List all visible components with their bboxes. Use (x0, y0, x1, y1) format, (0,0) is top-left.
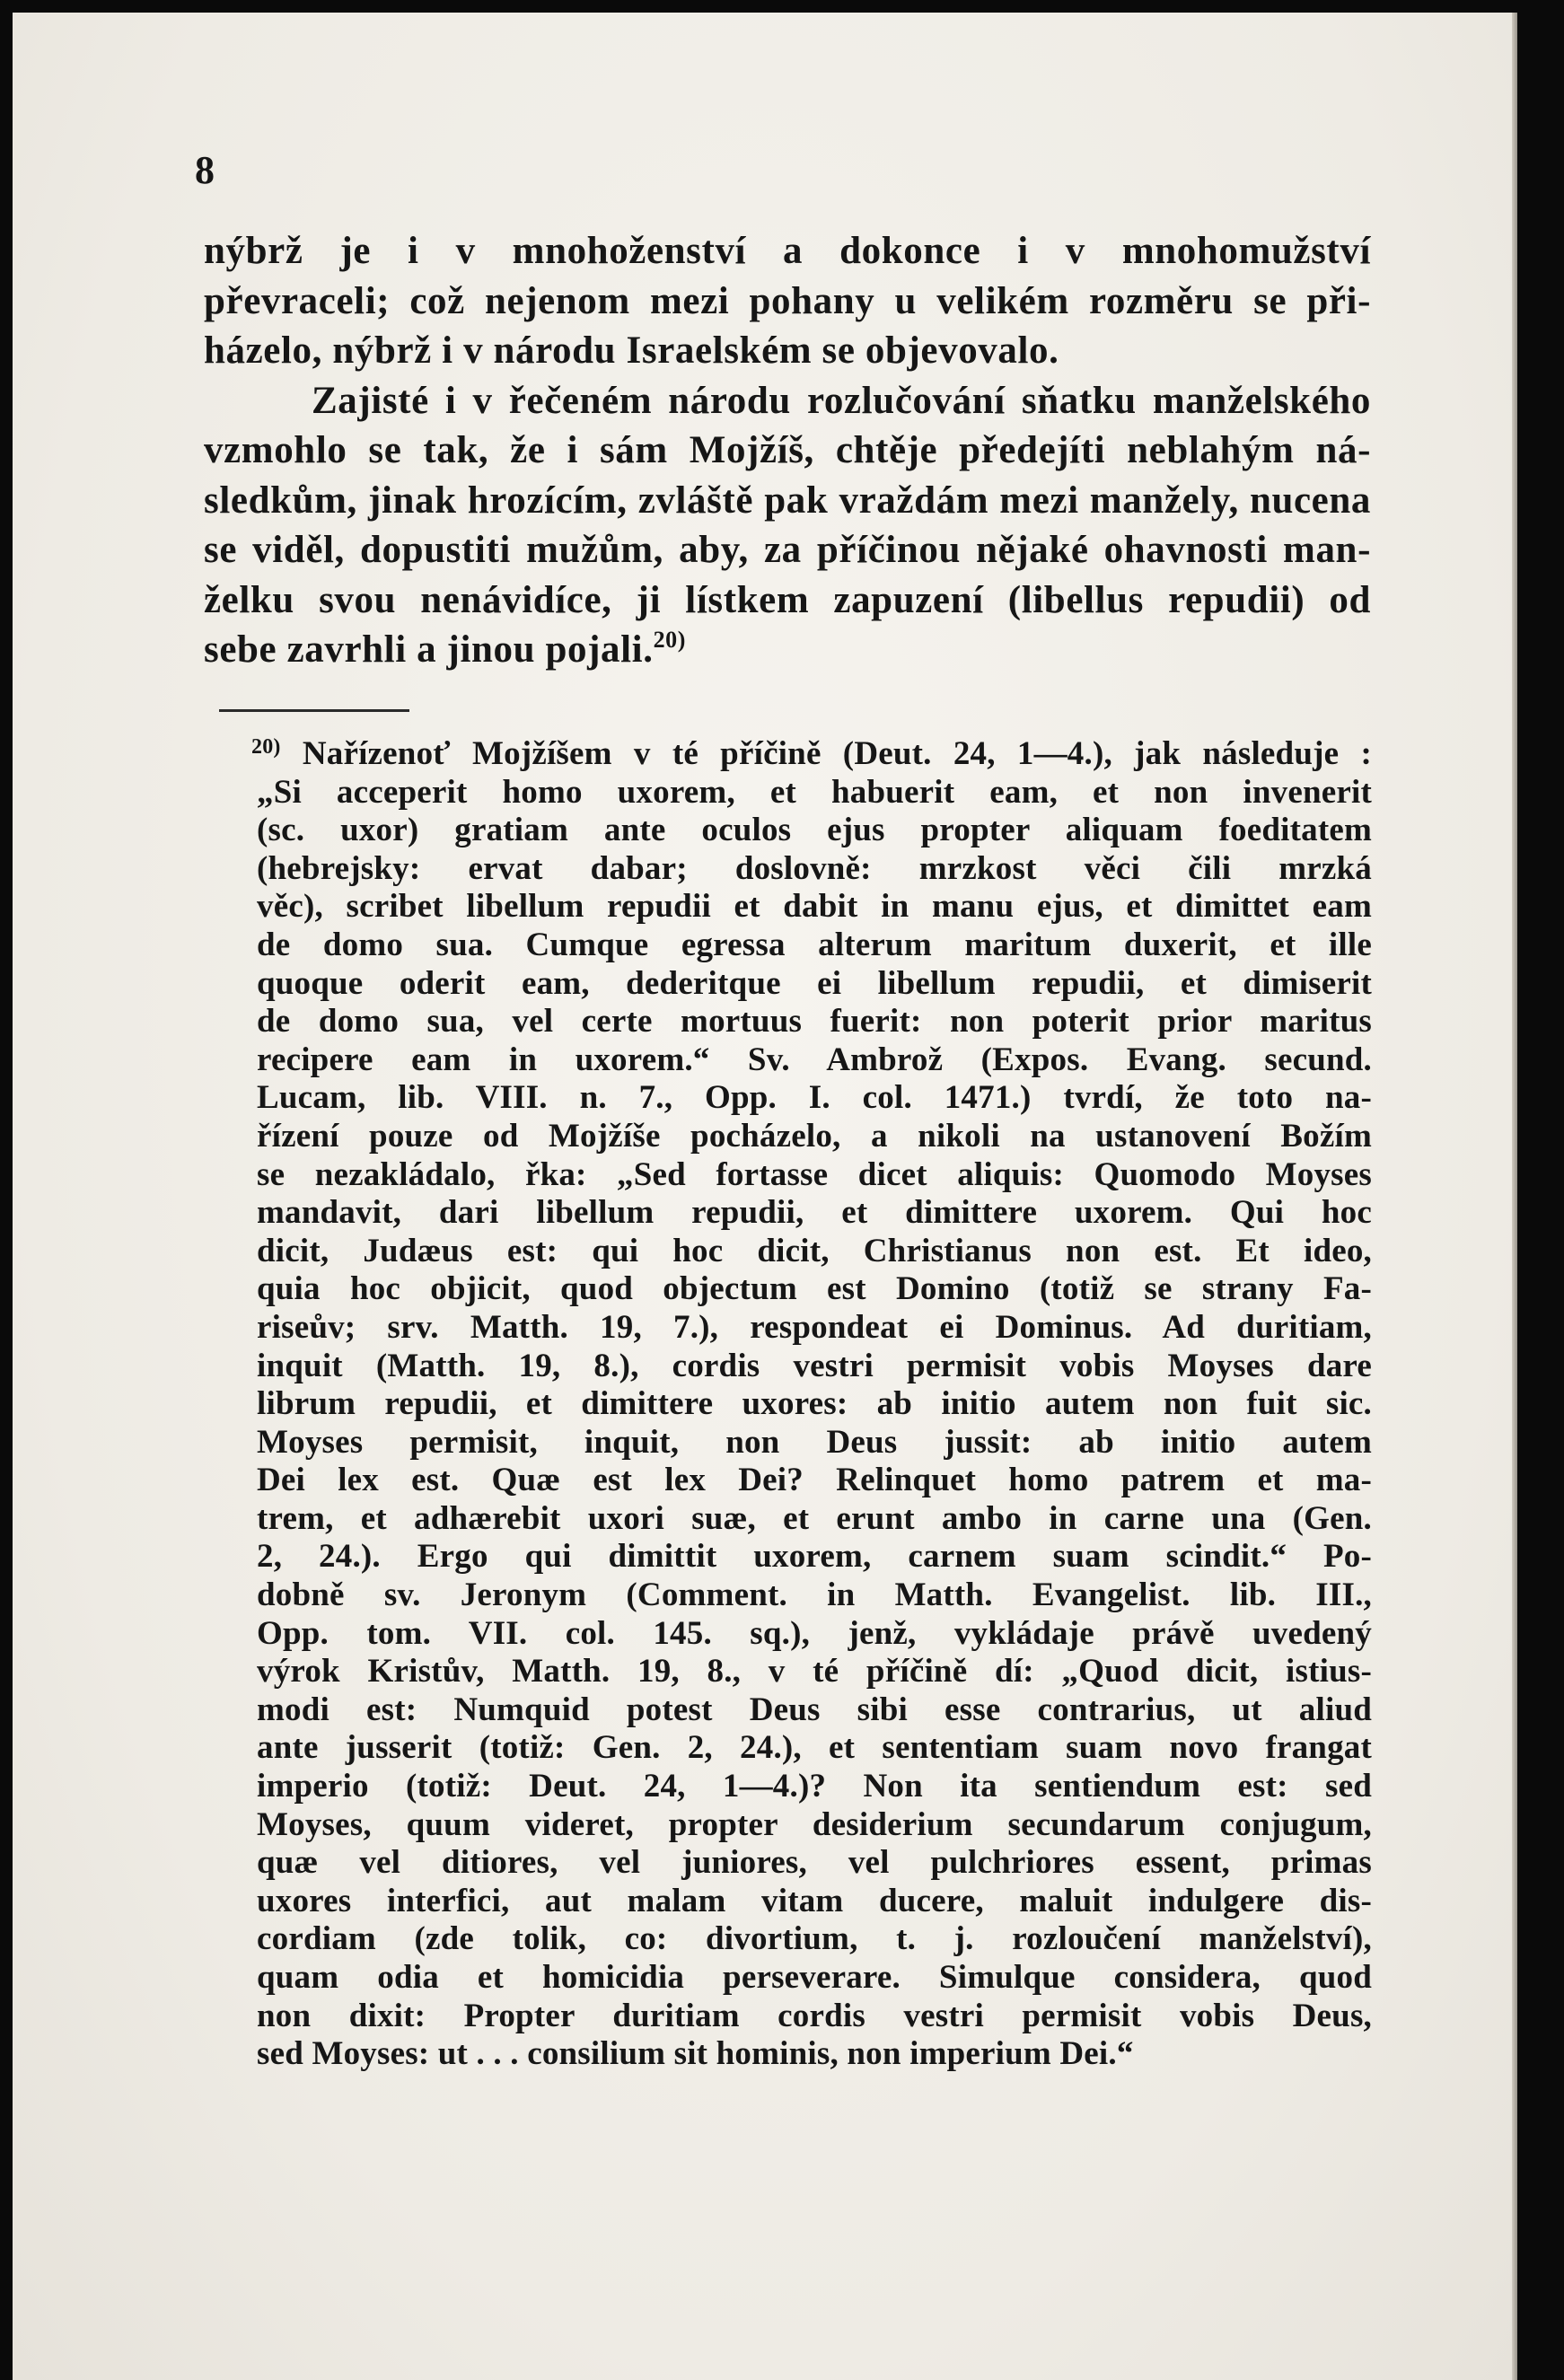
footnote-line: uxores interfici, aut malam vitam ducere, maluit indulgere dis- (257, 1882, 1372, 1919)
footnote-line: Opp. tom. VII. col. 145. sq.), jenž, vykládaje právě uvedený (257, 1614, 1372, 1652)
footnote-line: dicit, Judæus est: qui hoc dicit, Christianus non est. Et ideo, (257, 1232, 1372, 1269)
footnote-line: quoque oderit eam, dederitque ei libellum repudii, et dimiserit (257, 964, 1372, 1002)
footnote-marker: 20) (251, 735, 281, 759)
footnote-line: „Si acceperit homo uxorem, et habuerit eam, et non invenerit (257, 773, 1372, 811)
footnote-line: 2, 24.). Ergo qui dimittit uxorem, carnem suam scindit.“ Po- (257, 1538, 1372, 1576)
footnote-line: Moyses, quum videret, propter desiderium secundarum conjugum, (257, 1805, 1372, 1843)
body-line: sledkům, jinak hrozícím, zvláště pak vraždám mezi manžely, nucena (204, 479, 1371, 522)
footnote-line: věc), scribet libellum repudii et dabit in manu ejus, et dimittet eam (257, 888, 1372, 926)
footnote-line: řízení pouze od Mojžíše pocházelo, a nikoli na ustanovení Božím (257, 1117, 1372, 1155)
footnote-line: (hebrejsky: ervat dabar; doslovně: mrzkost věci čili mrzká (257, 849, 1372, 887)
footnote-line: recipere eam in uxorem.“ Sv. Ambrož (Expos. Evang. secund. (257, 1041, 1372, 1078)
body-line-last (204, 625, 1371, 675)
footnote-line: Moyses permisit, inquit, non Deus jussit: ab initio autem (257, 1423, 1372, 1461)
footnote-line: výrok Kristův, Matth. 19, 8., v té příčině dí: „Quod dicit, istius- (257, 1653, 1372, 1691)
body-line: se viděl, dopustiti mužům, aby, za příčinou nějaké ohavnosti man- (204, 529, 1371, 571)
footnote-line: librum repudii, et dimittere uxores: ab initio autem non fuit sic. (257, 1385, 1372, 1423)
body-line: nýbrž je i v mnohoženství a dokonce i v mnohomužství (204, 230, 1371, 272)
footnote-separator (219, 709, 409, 712)
footnote-line: cordiam (zde tolik, co: divortium, t. j. rozloučení manželství), (257, 1920, 1372, 1958)
footnote-line: imperio (totiž: Deut. 24, 1—4.)? Non ita sentiendum est: sed (257, 1768, 1372, 1805)
body-line: Zajisté i v řečeném národu rozlučování sňatku manželského (312, 379, 1371, 422)
footnote-line: mandavit, dari libellum repudii, et dimittere uxorem. Qui hoc (257, 1194, 1372, 1232)
body-line: převraceli; což nejenom mezi pohany u velikém rozměru se při- (204, 279, 1371, 322)
body-line: házelo, nýbrž i v národu Israelském se objevovalo. (204, 329, 1059, 372)
footnote-reference: 20) (653, 627, 687, 653)
footnote (251, 735, 1373, 2074)
footnote-line: se nezakládalo, řka: „Sed fortasse dicet aliquis: Quomodo Moyses (257, 1155, 1372, 1193)
footnote-line: trem, et adhærebit uxori suæ, et erunt ambo in carne una (Gen. (257, 1499, 1372, 1537)
footnote-line: quia hoc objicit, quod objectum est Domino (totiž se strany Fa- (257, 1270, 1372, 1308)
footnote-line: dobně sv. Jeronym (Comment. in Matth. Evangelist. lib. III., (257, 1576, 1372, 1614)
footnote-line: de domo sua. Cumque egressa alterum maritum duxerit, et ille (257, 926, 1372, 963)
footnote-line: quæ vel ditiores, vel juniores, vel pulchriores essent, primas (257, 1844, 1372, 1882)
footnote-line: riseův; srv. Matth. 19, 7.), respondeat ei Dominus. Ad duritiam, (257, 1308, 1372, 1346)
footnote-line: de domo sua, vel certe mortuus fuerit: non poterit prior maritus (257, 1003, 1372, 1041)
main-text (204, 226, 1371, 675)
footnote-line: inquit (Matth. 19, 8.), cordis vestri permisit vobis Moyses dare (257, 1347, 1372, 1384)
footnote-line: sed Moyses: ut . . . consilium sit hominis, non imperium Dei.“ (257, 2035, 1134, 2073)
footnote-line: Lucam, lib. VIII. n. 7., Opp. I. col. 1471.) tvrdí, že toto na- (257, 1079, 1372, 1117)
footnote-line: ante jusserit (totiž: Gen. 2, 24.), et sententiam suam novo frangat (257, 1729, 1372, 1767)
body-line: vzmohlo se tak, že i sám Mojžíš, chtěje předejíti neblahým ná- (204, 429, 1371, 471)
footnote-line: (sc. uxor) gratiam ante oculos ejus propter aliquam foeditatem (257, 812, 1372, 849)
book-page (13, 13, 1517, 2380)
footnote-line: non dixit: Propter duritiam cordis vestri permisit vobis Deus, (257, 1997, 1372, 2034)
footnote-line: modi est: Numquid potest Deus sibi esse contrarius, ut aliud (257, 1691, 1372, 1728)
footnote-line: quam odia et homicidia perseverare. Simulque considera, quod (257, 1959, 1372, 1996)
body-line: želku svou nenávidíce, ji lístkem zapuzení (libellus repudii) od (204, 578, 1371, 621)
page-edge (1512, 13, 1517, 2380)
body-line-text: sebe zavrhli a jinou pojali. (204, 628, 654, 671)
footnote-line (251, 735, 1372, 774)
page-number: 8 (195, 148, 215, 192)
footnote-line: Dei lex est. Quæ est lex Dei? Relinquet homo patrem et ma- (257, 1462, 1372, 1499)
footnote-line-text: Nařízenoť Mojžíšem v té příčině (Deut. 24, 1—4.), jak následuje : (302, 735, 1373, 772)
